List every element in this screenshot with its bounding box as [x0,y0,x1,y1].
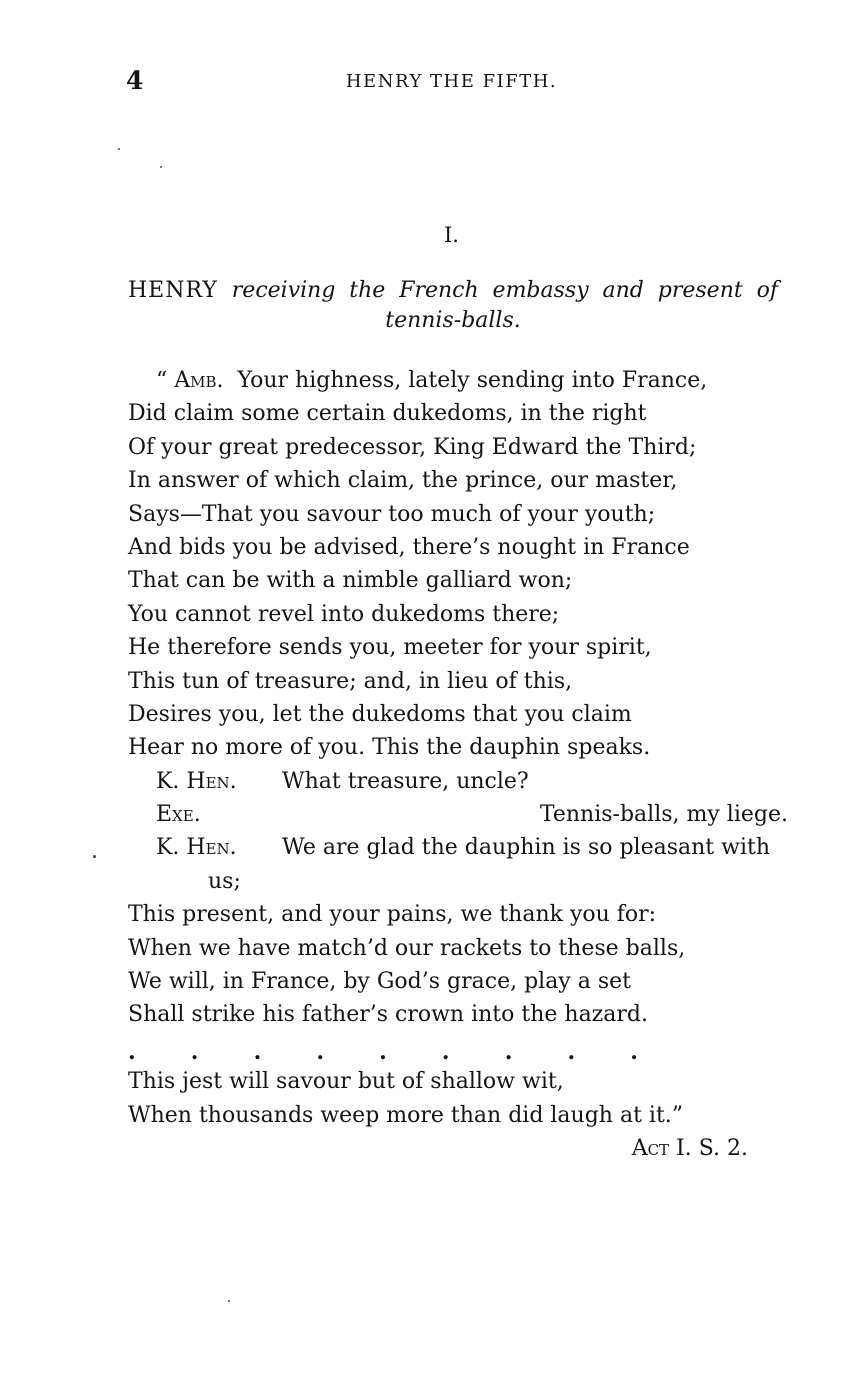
speaker-name: K. Hen. [156,835,237,861]
verse-line: And bids you be advised, there’s nought in France [128,534,690,560]
line-text: Your highness, lately sending into France, [223,368,708,393]
verse-line [128,798,788,831]
speaker-name: Exe. [156,802,201,828]
ellipsis-dot: . [567,1038,576,1065]
caption-subject: HENRY [128,278,218,303]
verse-line: Desires you, let the dukedoms that you claim [128,701,632,727]
verse-line: Shall strike his father’s crown into the hazard. [128,1002,648,1028]
paper-speck [93,855,96,858]
speaker-name: K. Hen. [156,768,237,794]
paper-speck [118,148,120,150]
caption-word: French [399,278,479,303]
ellipsis-dot: . [630,1038,638,1065]
verse-line: This jest will savour but of shallow wit, [128,1069,564,1095]
line-text: We are glad the dauphin is so pleasant with [282,835,771,861]
verse-line: When we have match’d our rackets to these balls, [128,935,686,961]
act-scene-reference: Act I. S. 2. [631,1135,748,1161]
caption-line-1 [128,276,778,306]
verse-block [128,364,788,1165]
paper-speck [160,166,162,168]
verse-line: We will, in France, by God’s grace, play a set [128,969,631,995]
verse-line: In answer of which claim, the prince, our master, [128,468,678,494]
verse-line [128,765,788,798]
verse-line: Says—That you savour too much of your youth; [128,501,656,527]
caption-word: receiving [231,278,336,303]
ellipsis-dot: . [316,1038,325,1065]
caption-word: of [756,278,778,303]
ellipsis-dot: . [190,1038,199,1065]
line-text: Tennis-balls, my liege. [539,802,788,828]
paper-speck [228,1300,230,1302]
verse-line [128,364,788,397]
verse-line: That can be with a nimble galliard won; [128,568,573,594]
ellipsis-dot: . [128,1038,136,1065]
caption-word: embassy [492,278,589,303]
caption-word: the [349,278,386,303]
page-number: 4 [126,66,144,95]
ellipsis-dot: . [504,1038,513,1065]
section-numeral: I. [444,223,459,247]
running-title: HENRY THE FIFTH. [345,71,558,92]
line-text: What treasure, uncle? [282,768,529,794]
verse-line: This tun of treasure; and, in lieu of this, [128,668,573,694]
verse-line: Of your great predecessor, King Edward the Third; [128,434,697,460]
verse-line [128,831,788,864]
verse-line: You cannot revel into dukedoms there; [128,601,560,627]
caption-word: present [657,278,743,303]
scene-caption [128,276,778,336]
verse-line: He therefore sends you, meeter for your spirit, [128,635,652,661]
verse-line: When thousands weep more than did laugh at it.” [128,1102,684,1128]
verse-line: Did claim some certain dukedoms, in the right [128,401,647,427]
verse-line-continuation: us; [208,868,241,894]
caption-word: and [602,278,644,303]
verse-line: This present, and your pains, we thank you for: [128,902,657,928]
ellipsis-dot: . [441,1038,450,1065]
ellipsis-dot: . [379,1038,387,1065]
open-quote: “ [156,368,175,393]
verse-line: Hear no more of you. This the dauphin speaks. [128,735,651,761]
caption-line-2: tennis-balls. [385,308,521,333]
ellipsis-dot: . [253,1038,262,1065]
ellipsis-dots [128,1032,638,1065]
speaker-name: Amb. [174,368,224,393]
